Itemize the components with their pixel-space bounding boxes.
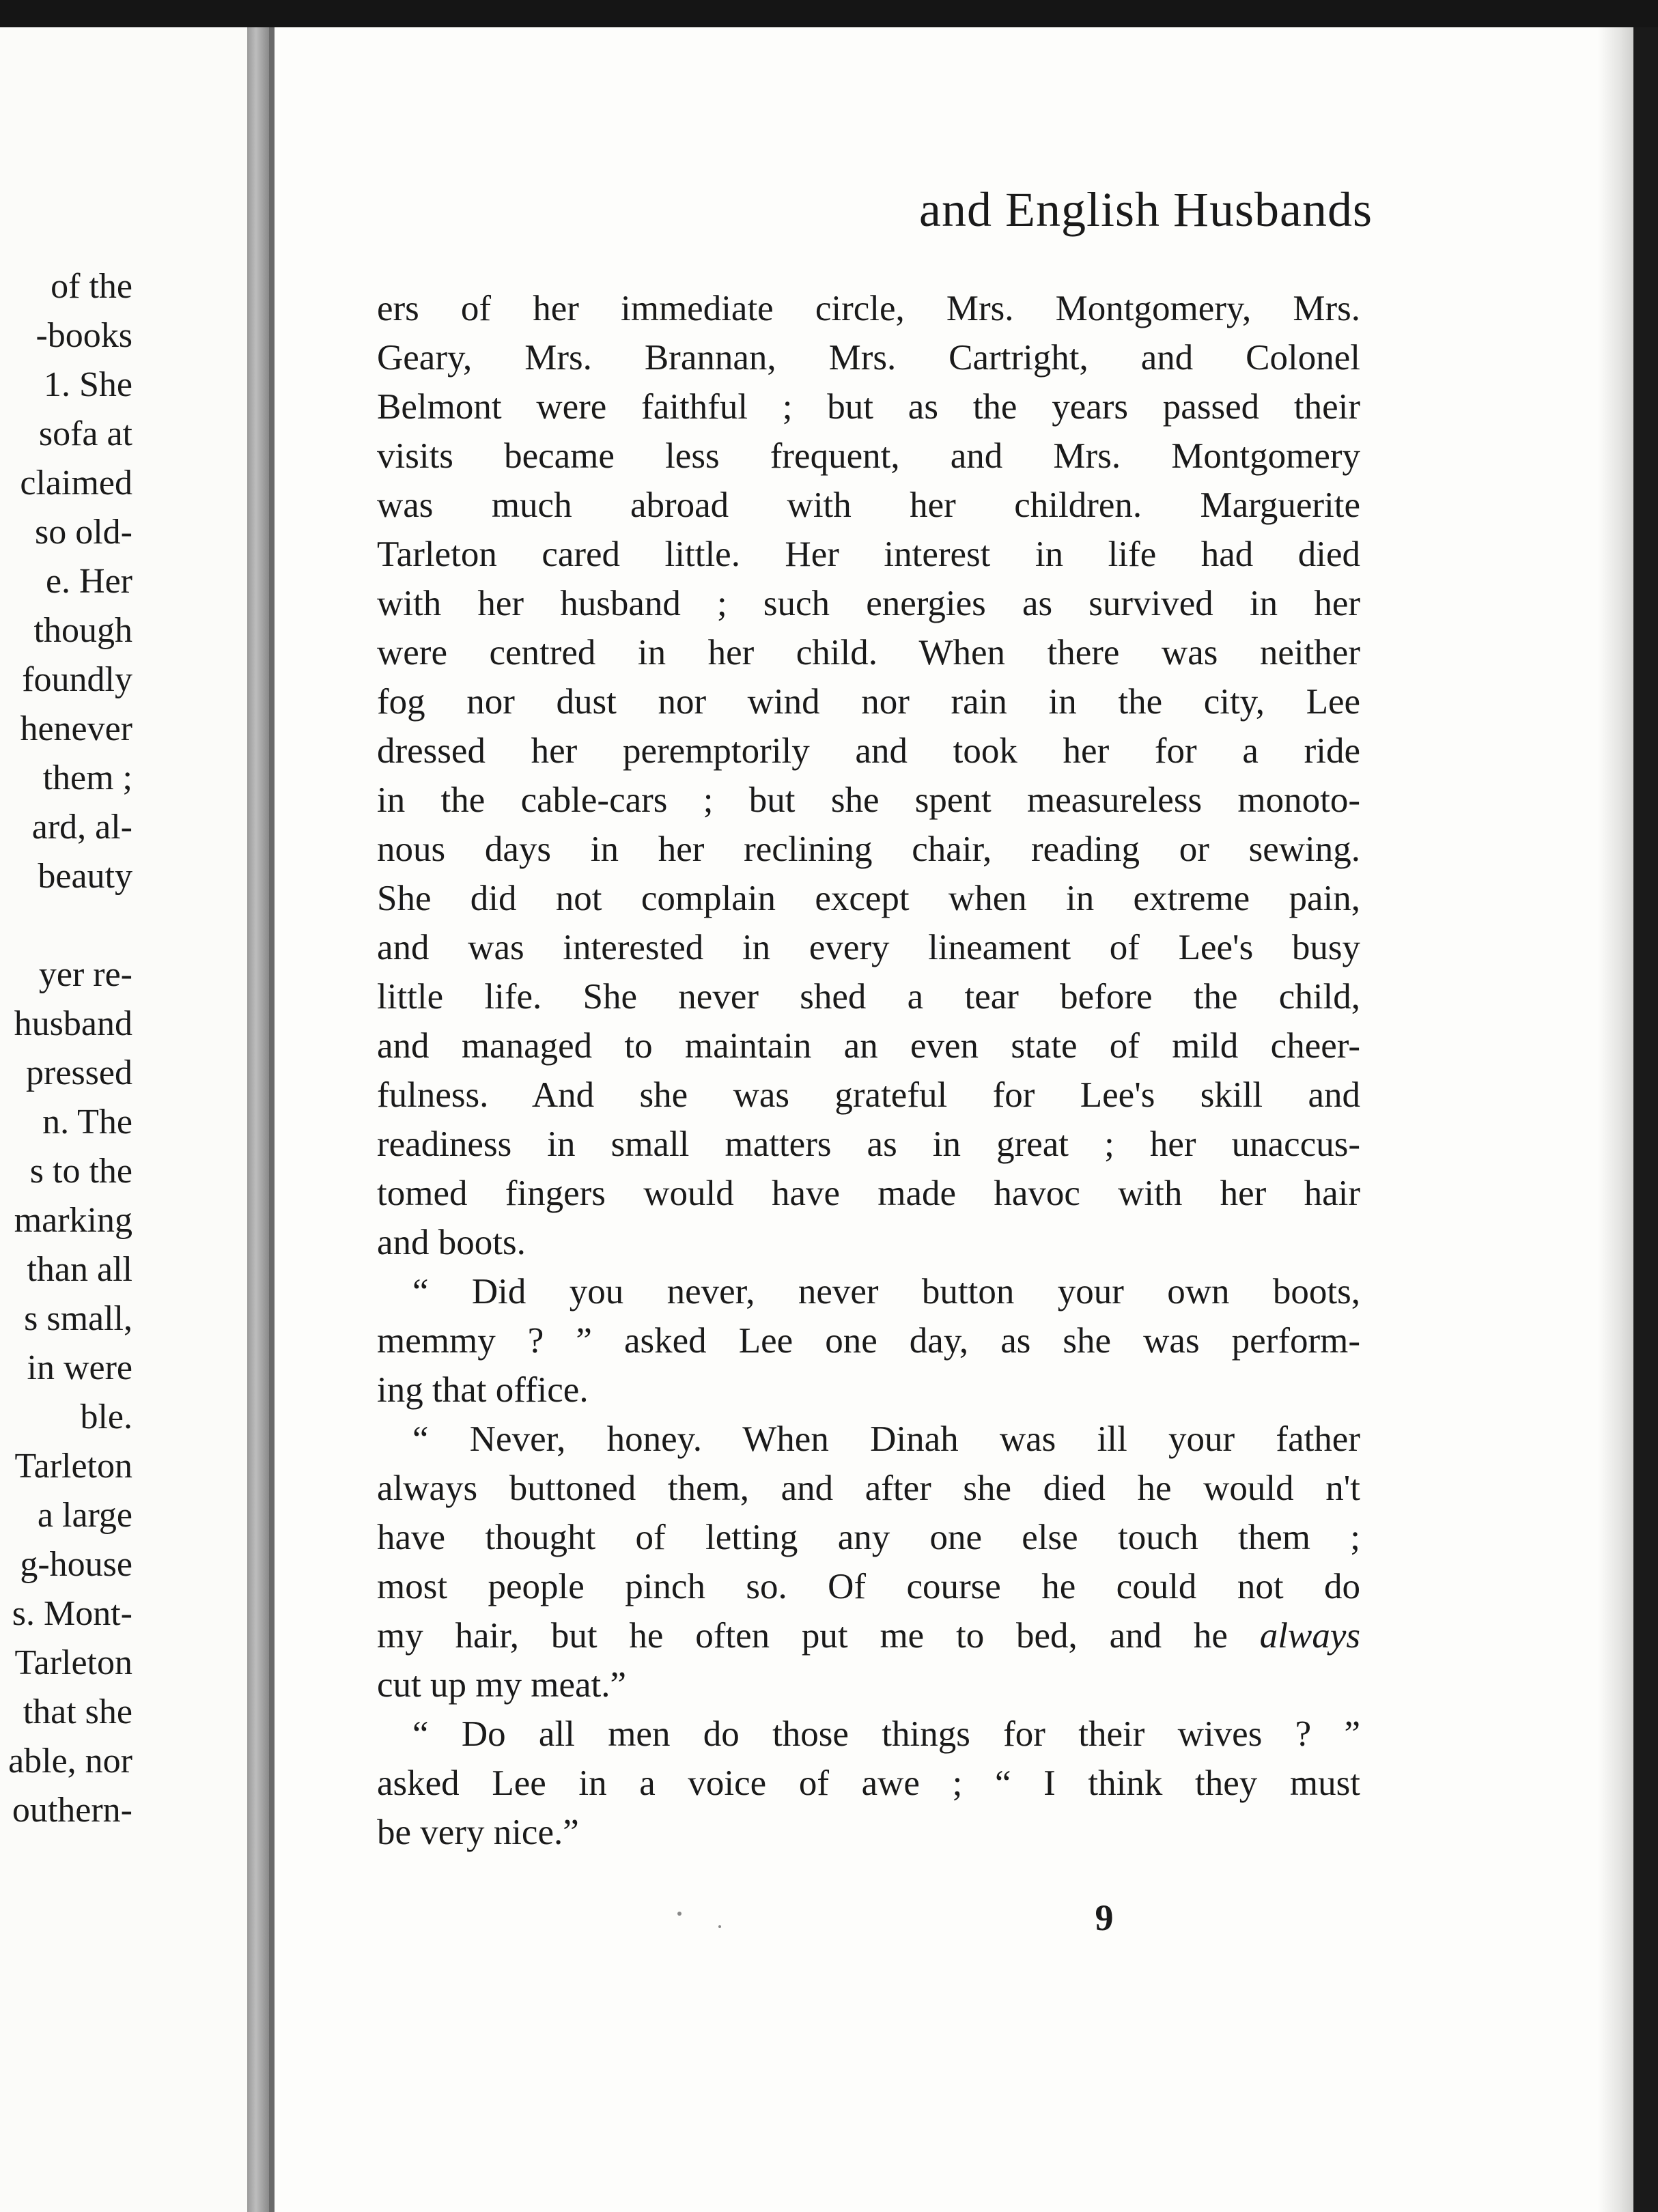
text-line: dressed her peremptorily and took her for a ride [377,731,1360,771]
text-line: most people pinch so. Of course he could not do [377,1567,1360,1606]
left-page-line: beauty [38,857,132,896]
text-line: memmy ? ” asked Lee one day, as she was perform- [377,1321,1360,1361]
text-line: was much abroad with her children. Marguerite [377,485,1360,525]
left-page-line [0,901,132,950]
text-line: my hair, but he often put me to bed, and he always [377,1616,1360,1656]
left-page-line: 1. She [44,365,132,404]
text-line: ers of her immediate circle, Mrs. Montgomery, Mrs. [377,289,1360,328]
left-page-line: n. The [42,1103,132,1142]
page-edge-shadow [1598,27,1633,2212]
left-page-line: Tarleton [14,1447,132,1486]
text-line: in the cable-cars ; but she spent measureless monoto- [377,780,1360,820]
left-page-line: s. Mont- [12,1594,132,1633]
left-page-line: henever [20,709,132,748]
left-page-text [0,262,132,1835]
left-page-line: e. Her [45,562,132,601]
left-page-line: claimed [20,464,132,502]
text-line: visits became less frequent, and Mrs. Montgomery [377,436,1360,476]
text-line: asked Lee in a voice of awe ; “ I think they must [377,1763,1360,1803]
left-page-line: able, nor [8,1742,132,1781]
left-page-line: that she [23,1692,132,1731]
emphasis: always [1259,1616,1360,1656]
text-line: “ Did you never, never button your own boots, [412,1272,1360,1311]
text-line: tomed fingers would have made havoc with her hair [377,1174,1360,1213]
left-page-line: ard, al- [31,808,132,847]
text-line: and boots. [377,1223,526,1262]
text-line: with her husband ; such energies as survived in her [377,584,1360,623]
text-line: “ Never, honey. When Dinah was ill your father [412,1419,1360,1459]
text-line: and managed to maintain an even state of mild cheer- [377,1026,1360,1066]
left-page-line: pressed [26,1053,132,1092]
text-line: nous days in her reclining chair, reading or sewing. [377,830,1360,869]
left-page-line: s to the [29,1152,132,1191]
text-line: little life. She never shed a tear before the child, [377,977,1360,1017]
left-page-line: Tarleton [14,1643,132,1682]
left-page-line: a large [37,1496,132,1535]
gutter-shadow [269,27,275,2212]
left-page-line: g-house [20,1545,132,1584]
running-head: and English Husbands [919,182,1373,237]
left-page-line: foundly [22,660,132,699]
left-page-line: in were [27,1348,132,1387]
text-line: be very nice.” [377,1813,579,1852]
text-line: “ Do all men do those things for their wives ? ” [412,1714,1360,1754]
left-page-line: yer re- [38,955,132,994]
left-page-line: so old- [35,513,132,552]
text-line: fog nor dust nor wind nor rain in the city, Lee [377,682,1360,722]
scan-top-border [0,0,1658,27]
right-page [275,27,1633,2212]
left-page-line: -books [36,316,132,355]
left-page-line: outhern- [12,1791,132,1830]
left-page-line: sofa at [38,414,132,453]
book-gutter [247,27,269,2212]
left-page [0,27,247,2212]
text-line: fulness. And she was grateful for Lee's skill and [377,1075,1360,1115]
left-page-line: them ; [42,758,132,797]
left-page-line: ble. [80,1398,132,1436]
text-line: were centred in her child. When there was neither [377,633,1360,672]
text-line: readiness in small matters as in great ; her unaccus- [377,1124,1360,1164]
ink-speck [677,1912,682,1916]
text-line: always buttoned them, and after she died he would n't [377,1469,1360,1508]
text-line: Tarleton cared little. Her interest in life had died [377,535,1360,574]
page-number: 9 [1095,1897,1114,1938]
left-page-line: of the [51,267,132,306]
body-text [377,284,1360,1857]
left-page-line: husband [14,1004,132,1043]
text-line: have thought of letting any one else touch them ; [377,1518,1360,1557]
text-line: ing that office. [377,1370,589,1410]
text-line: cut up my meat.” [377,1665,626,1705]
text-line: Geary, Mrs. Brannan, Mrs. Cartright, and Colonel [377,338,1360,378]
left-page-line: marking [14,1201,132,1240]
text-line: Belmont were faithful ; but as the years passed their [377,387,1360,427]
text-line: She did not complain except when in extreme pain, [377,879,1360,918]
left-page-line: s small, [24,1299,132,1338]
scan-right-border [1633,27,1658,2212]
left-page-line: than all [27,1250,132,1289]
text-line: and was interested in every lineament of Lee's busy [377,928,1360,967]
ink-speck [718,1925,721,1928]
left-page-line: though [33,611,132,650]
